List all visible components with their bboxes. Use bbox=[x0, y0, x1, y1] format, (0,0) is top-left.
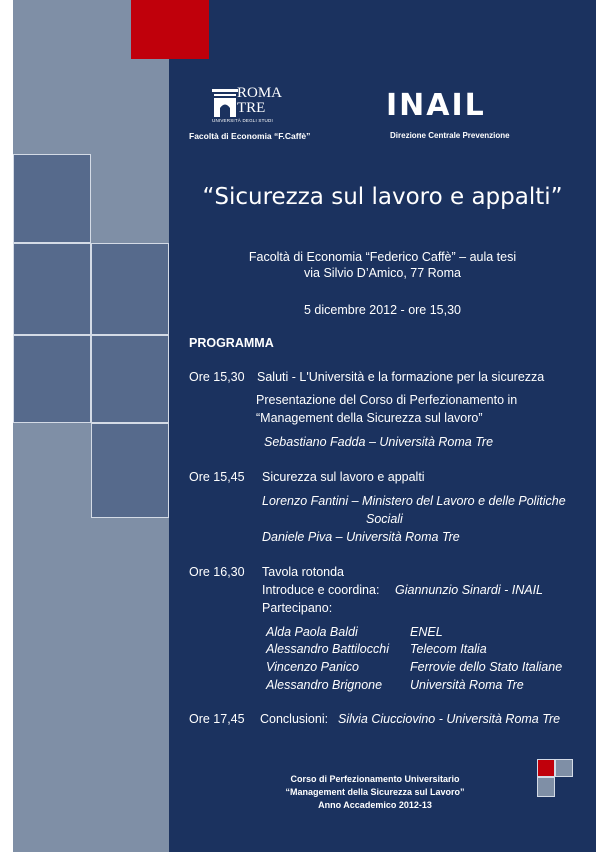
event-title: “Sicurezza sul lavoro e appalti” bbox=[202, 184, 563, 210]
session-time: Ore 15,45 bbox=[189, 470, 245, 484]
session-detail: Presentazione del Corso di Perfezionamento in bbox=[256, 393, 518, 407]
conclusions-label: Conclusioni: bbox=[260, 712, 329, 726]
decor-square bbox=[555, 759, 573, 777]
decor-tile bbox=[13, 243, 91, 335]
session-speaker: Sebastiano Fadda – Università Roma Tre bbox=[264, 435, 494, 449]
decor-tile bbox=[13, 154, 91, 243]
session-topic: Sicurezza sul lavoro e appalti bbox=[262, 470, 425, 484]
venue-line-2: via Silvio D’Amico, 77 Roma bbox=[304, 266, 461, 280]
decor-square-red bbox=[537, 759, 555, 777]
participants-label: Partecipano: bbox=[262, 601, 333, 615]
participant-name: Vincenzo Panico bbox=[266, 660, 359, 674]
footer-line-2: “Management della Sicurezza sul Lavoro” bbox=[285, 787, 465, 797]
participant-org: Università Roma Tre bbox=[410, 678, 524, 692]
participant-name: Alessandro Brignone bbox=[266, 678, 383, 692]
decor-tile bbox=[13, 335, 91, 423]
participant-org: Telecom Italia bbox=[410, 642, 487, 656]
decor-square bbox=[537, 777, 555, 797]
venue-line-1: Facoltà di Economia “Federico Caffè” – aula tesi bbox=[248, 250, 517, 264]
inail-caption: Direzione Centrale Prevenzione bbox=[390, 131, 510, 140]
roma-tre-subtitle: UNIVERSITÀ DEGLI STUDI bbox=[212, 118, 273, 123]
session-speaker: Lorenzo Fantini – Ministero del Lavoro e delle Politiche bbox=[262, 494, 566, 508]
roma-tre-arch-icon bbox=[211, 88, 239, 118]
moderator-label: Introduce e coordina: bbox=[262, 583, 380, 597]
session-detail: “Management della Sicurezza sul lavoro” bbox=[256, 411, 483, 425]
event-date-time: 5 dicembre 2012 - ore 15,30 bbox=[303, 303, 462, 317]
session-speaker: Sociali bbox=[366, 512, 403, 526]
session-speaker: Silvia Ciucciovino - Università Roma Tre bbox=[338, 712, 561, 726]
session-time: Ore 17,45 bbox=[189, 712, 245, 726]
roma-tre-logo bbox=[211, 85, 283, 126]
session-topic: Tavola rotonda bbox=[262, 565, 345, 579]
participant-name: Alda Paola Baldi bbox=[266, 625, 358, 639]
participant-org: ENEL bbox=[410, 625, 443, 639]
footer-line-3: Anno Accademico 2012-13 bbox=[318, 800, 432, 810]
participant-org: Ferrovie dello Stato Italiane bbox=[410, 660, 563, 674]
red-accent-block bbox=[131, 0, 209, 59]
faculty-caption: Facoltà di Economia “F.Caffè” bbox=[189, 131, 311, 141]
session-topic: Saluti - L'Università e la formazione per la sicurezza bbox=[257, 370, 545, 384]
participant-name: Alessandro Battilocchi bbox=[266, 642, 389, 656]
roma-tre-word-roma: ROMA bbox=[237, 85, 283, 101]
footer-line-1: Corso di Perfezionamento Universitario bbox=[290, 774, 460, 784]
decor-tile bbox=[91, 335, 169, 423]
session-time: Ore 16,30 bbox=[189, 565, 245, 579]
moderator-name: Giannunzio Sinardi - INAIL bbox=[395, 583, 543, 597]
roma-tre-word-tre: TRE bbox=[237, 100, 266, 116]
program-heading: PROGRAMMA bbox=[189, 336, 274, 350]
session-time: Ore 15,30 bbox=[189, 370, 245, 384]
session-speaker: Daniele Piva – Università Roma Tre bbox=[262, 530, 460, 544]
decor-tile bbox=[91, 423, 169, 518]
decor-tile bbox=[91, 243, 169, 335]
inail-logo: INAIL bbox=[386, 88, 486, 123]
